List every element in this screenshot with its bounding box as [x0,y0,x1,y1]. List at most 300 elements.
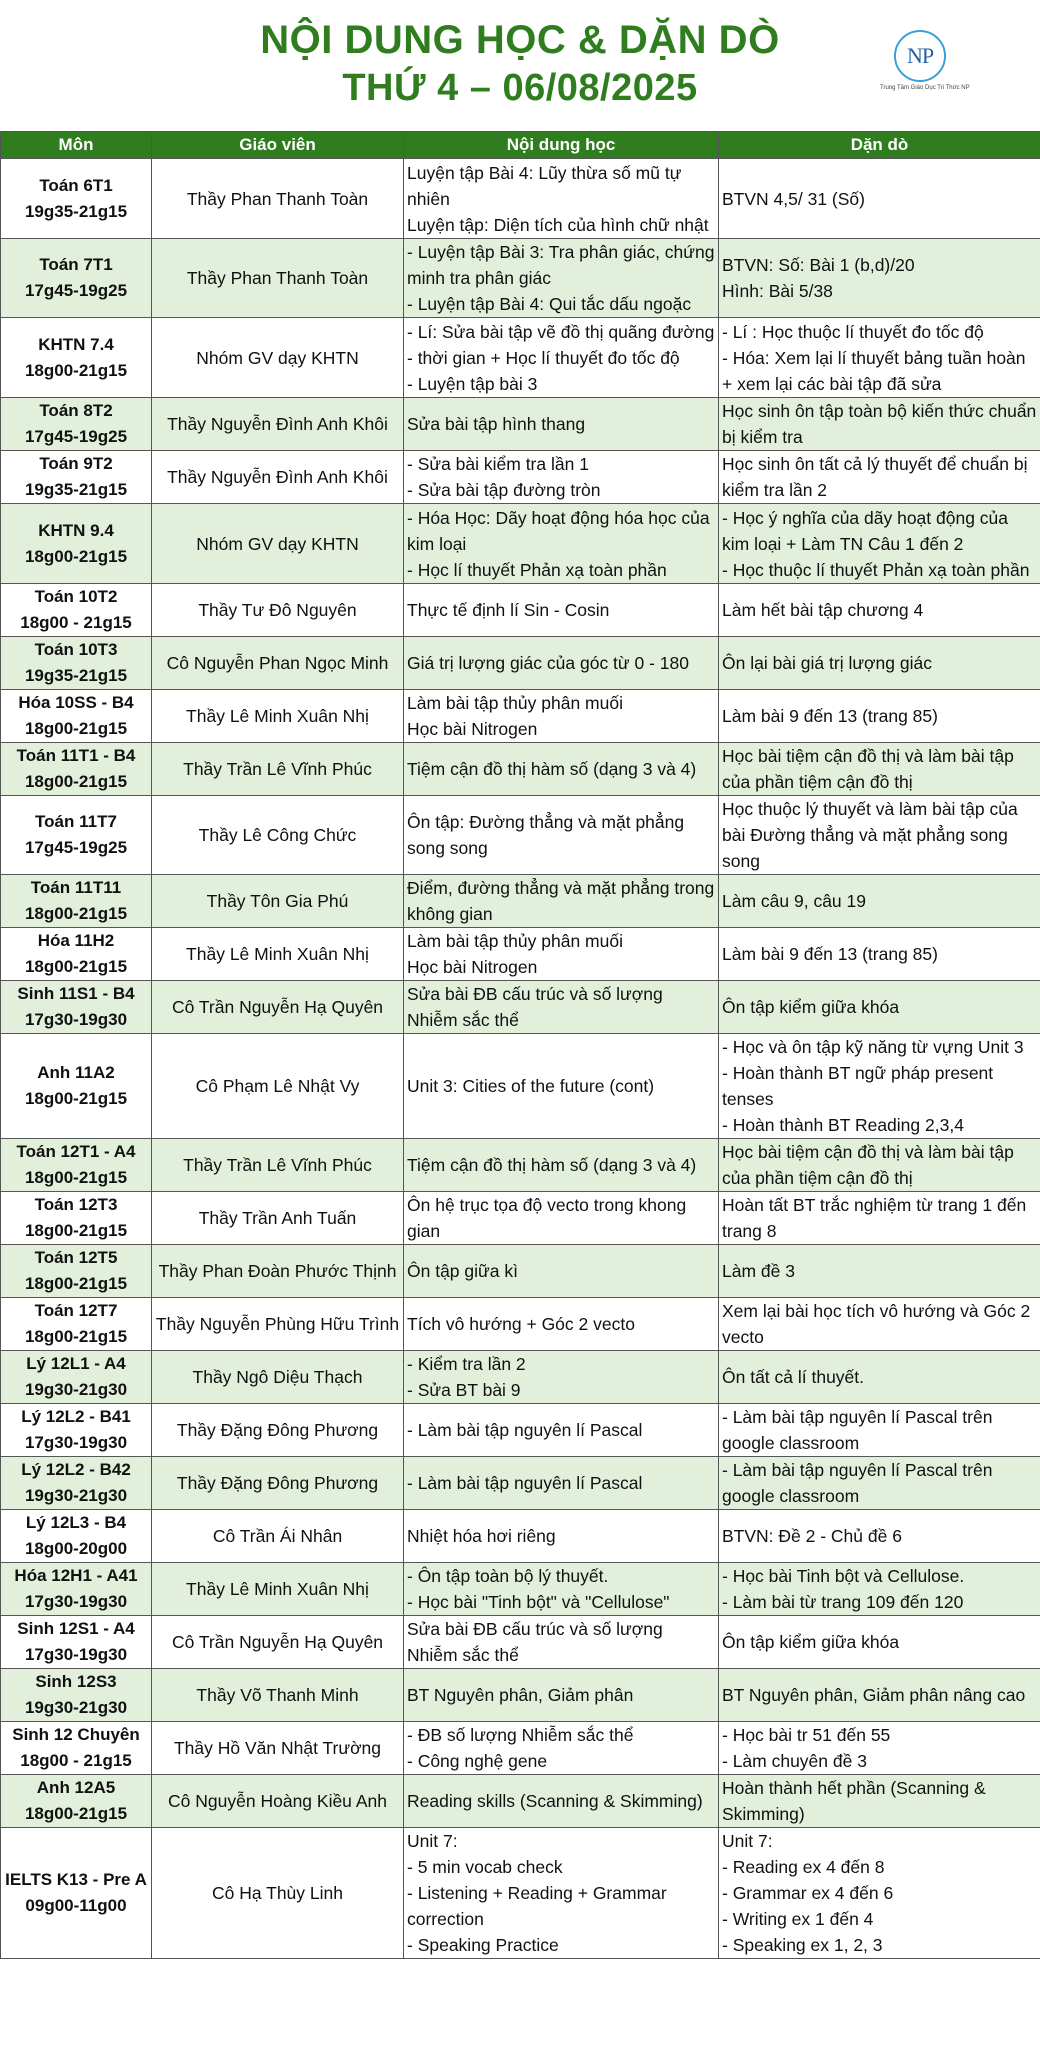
content-cell-line: - Kiểm tra lần 2 [407,1354,526,1374]
teacher-cell-line: Thầy Phan Thanh Toàn [186,268,369,288]
content-cell-line: Làm bài tập thủy phân muối [407,931,623,951]
subject-cell [1,875,152,928]
teacher-cell [152,1616,404,1669]
homework-cell [719,1404,1040,1457]
content-cell-line: Thực tế định lí Sin - Cosin [407,600,610,620]
homework-cell-line: - Hoàn thành BT Reading 2,3,4 [722,1115,964,1135]
content-cell [404,318,719,398]
subject-cell [1,239,152,318]
subject-cell [1,1510,152,1563]
homework-cell [719,398,1040,451]
homework-cell [719,159,1040,239]
content-cell-line: BT Nguyên phân, Giảm phân [407,1685,634,1705]
homework-cell-line: - Học bài Tinh bột và Cellulose. [722,1566,965,1586]
homework-cell [719,1351,1040,1404]
content-cell-line: Nhiệt hóa hơi riêng [407,1526,556,1546]
homework-cell-line: BTVN: Số: Bài 1 (b,d)/20 [722,255,915,275]
subject-cell-line: KHTN 7.4 [38,334,114,354]
content-cell-line: Luyện tập Bài 4: Lũy thừa số mũ tự nhiên [407,162,682,209]
homework-cell [719,1775,1040,1828]
subject-cell [1,1351,152,1404]
content-cell [404,1616,719,1669]
homework-cell-line: - Writing ex 1 đến 4 [722,1909,874,1929]
homework-cell [719,875,1040,928]
schedule-table [0,131,1040,1959]
content-cell [404,239,719,318]
table-row [1,690,1040,743]
table-row [1,981,1040,1034]
homework-cell [719,928,1040,981]
teacher-cell-line: Thầy Phan Thanh Toàn [186,188,369,209]
teacher-cell-line: Cô Trần Ái Nhân [212,1526,343,1546]
teacher-cell [152,1139,404,1192]
content-cell-line: - Học bài "Tinh bột" và "Cellulose" [407,1592,670,1612]
teacher-cell [152,1034,404,1139]
teacher-cell [152,1510,404,1563]
homework-cell-line: Làm câu 9, câu 19 [722,891,866,911]
subject-cell-line: 18g00-20g00 [24,1539,128,1558]
homework-cell-line: BTVN 4,5/ 31 (Số) [722,188,865,209]
homework-cell [719,690,1040,743]
subject-cell-line: 19g30-21g30 [24,1698,128,1717]
homework-cell [719,981,1040,1034]
homework-cell-line: - Học thuộc lí thuyết Phản xạ toàn phần [722,559,1030,580]
logo-caption: Trung Tâm Giáo Dục Tri Thức NP [880,85,970,91]
homework-cell-line: Unit 7: [722,1831,773,1851]
table-row [1,159,1040,239]
table-row [1,504,1040,584]
content-cell-line: Học bài Nitrogen [407,957,538,977]
table-row [1,584,1040,637]
content-cell [404,1828,719,1959]
homework-cell-line: Học sinh ôn tập toàn bộ kiến thức chuẩn bị kiểm tra [722,401,1037,447]
content-cell-line: - Listening + Reading + Grammar correction [407,1883,667,1929]
subject-cell-line: 17g30-19g30 [24,1645,128,1664]
teacher-cell [152,1351,404,1404]
table-row [1,398,1040,451]
content-cell [404,1034,719,1139]
table-row [1,1139,1040,1192]
teacher-cell [152,239,404,318]
subject-cell-line: 18g00-21g15 [24,1168,128,1187]
content-cell-line: - Làm bài tập nguyên lí Pascal [407,1473,643,1493]
homework-cell-line: - Grammar ex 4 đến 6 [722,1883,894,1903]
subject-cell-line: KHTN 9.4 [38,520,114,540]
content-cell [404,1457,719,1510]
table-row [1,928,1040,981]
teacher-cell-line: Cô Phạm Lê Nhật Vy [195,1076,360,1096]
teacher-cell-line: Thầy Võ Thanh Minh [196,1685,359,1705]
homework-cell-line: - Học bài tr 51 đến 55 [722,1725,891,1745]
homework-cell-line: Ôn lại bài giá trị lượng giác [722,653,932,673]
homework-cell [719,239,1040,318]
homework-cell-line: Học bài tiệm cận đồ thị và làm bài tập của phần tiệm cận đồ thị [722,1142,1014,1188]
content-cell [404,1298,719,1351]
subject-cell-line: 17g45-19g25 [24,838,128,857]
content-cell [404,1722,719,1775]
content-cell-line: Sửa bài ĐB cấu trúc và số lượng Nhiễm sắc thể [407,984,663,1030]
subject-cell-line: Toán 9T2 [39,454,113,473]
teacher-cell-line: Thầy Lê Minh Xuân Nhị [186,1579,369,1599]
content-cell-line: Giá trị lượng giác của góc từ 0 - 180 [407,653,689,673]
content-cell-line: Ôn hệ trục tọa độ vecto trong khong gian [407,1195,687,1241]
table-row [1,1775,1040,1828]
teacher-cell [152,1775,404,1828]
teacher-cell [152,584,404,637]
subject-cell-line: 18g00-21g15 [24,1274,128,1293]
teacher-cell [152,1192,404,1245]
homework-cell-line: - Làm bài tập nguyên lí Pascal trên google classroom [722,1407,993,1453]
page-header [0,0,1040,131]
homework-cell-line: BTVN: Đề 2 - Chủ đề 6 [722,1526,902,1546]
content-cell [404,1404,719,1457]
subject-cell-line: 17g30-19g30 [24,1010,128,1029]
homework-cell [719,1828,1040,1959]
homework-cell-line: Làm đề 3 [722,1261,795,1281]
content-cell-line: - Làm bài tập nguyên lí Pascal [407,1420,643,1440]
subject-cell [1,584,152,637]
teacher-cell-line: Thầy Tư Đô Nguyên [198,600,357,620]
subject-cell [1,1616,152,1669]
teacher-cell-line: Nhóm GV dạy KHTN [196,533,359,554]
homework-cell-line: Ôn tập kiểm giữa khóa [722,997,900,1017]
subject-cell [1,1457,152,1510]
subject-cell-line: Toán 12T3 [34,1195,118,1214]
content-cell-line: Tích vô hướng + Góc 2 vecto [407,1314,635,1334]
subject-cell-line: Toán 12T1 - A4 [16,1142,136,1161]
homework-cell-line: - Reading ex 4 đến 8 [722,1857,885,1877]
teacher-cell-line: Nhóm GV dạy KHTN [196,347,359,368]
homework-cell [719,1245,1040,1298]
homework-cell [719,1669,1040,1722]
homework-cell [719,584,1040,637]
content-cell [404,928,719,981]
table-row [1,875,1040,928]
subject-cell-line: 19g30-21g30 [24,1486,128,1505]
homework-cell [719,1457,1040,1510]
homework-cell [719,1722,1040,1775]
subject-cell [1,451,152,504]
content-cell [404,796,719,875]
teacher-cell [152,318,404,398]
content-cell-line: Điểm, đường thẳng và mặt phẳng trong không gian [407,878,715,924]
table-row [1,1404,1040,1457]
homework-cell-line: - Học ý nghĩa của dãy hoạt động của kim loại + Làm TN Câu 1 đến 2 [722,507,1009,554]
homework-cell [719,504,1040,584]
content-cell [404,159,719,239]
content-cell [404,743,719,796]
teacher-cell-line: Thầy Nguyễn Đình Anh Khôi [167,467,388,487]
subject-cell [1,1404,152,1457]
content-cell-line: Làm bài tập thủy phân muối [407,693,623,713]
subject-cell-line: 09g00-11g00 [25,1896,127,1915]
subject-cell-line: 18g00-21g15 [24,1327,128,1346]
table-row [1,1034,1040,1139]
content-cell-line: Học bài Nitrogen [407,719,538,739]
homework-cell-line: Ôn tập kiểm giữa khóa [722,1632,900,1652]
homework-cell-line: Xem lại bài học tích vô hướng và Góc 2 vecto [722,1301,1031,1347]
teacher-cell-line: Thầy Nguyễn Phùng Hữu Trình [155,1314,400,1334]
content-cell [404,637,719,690]
content-cell-line: Ôn tập giữa kì [407,1261,518,1281]
homework-cell-line: - Học và ôn tập kỹ năng từ vựng Unit 3 [722,1037,1024,1057]
homework-cell-line: - Làm bài từ trang 109 đến 120 [722,1592,964,1612]
content-cell [404,981,719,1034]
homework-cell [719,743,1040,796]
teacher-cell [152,159,404,239]
content-cell [404,1563,719,1616]
teacher-cell-line: Cô Hạ Thùy Linh [211,1883,343,1903]
subject-cell-line: 18g00-21g15 [24,1089,128,1108]
content-cell [404,1775,719,1828]
teacher-cell-line: Thầy Trần Anh Tuấn [198,1208,357,1228]
subject-cell-line: 18g00-21g15 [24,772,128,791]
content-cell-line: - Học lí thuyết Phản xạ toàn phần [407,559,667,580]
content-cell-line: Tiệm cận đồ thị hàm số (dạng 3 và 4) [407,759,697,779]
teacher-cell [152,1404,404,1457]
subject-cell-line: Hóa 12H1 - A41 [14,1566,138,1585]
logo-icon [894,30,946,82]
content-cell [404,584,719,637]
subject-cell-line: 19g30-21g30 [24,1380,128,1399]
subject-cell [1,1245,152,1298]
content-cell-line: - Hóa Học: Dãy hoạt động hóa học của kim loại [407,507,710,554]
content-cell-line: Luyện tập: Diện tích của hình chữ nhật [407,214,709,235]
subject-cell-line: Toán 12T5 [34,1248,118,1267]
subject-cell-line: 17g45-19g25 [24,281,128,300]
content-cell [404,1669,719,1722]
teacher-cell-line: Thầy Lê Minh Xuân Nhị [186,706,369,726]
subject-cell-line: Toán 11T11 [30,878,122,897]
content-cell [404,875,719,928]
subject-cell-line: Sinh 12S3 [35,1672,117,1691]
homework-cell [719,451,1040,504]
table-row [1,1298,1040,1351]
teacher-cell-line: Cô Trần Nguyễn Hạ Quyên [171,1632,384,1652]
teacher-cell [152,796,404,875]
subject-cell-line: Sinh 12S1 - A4 [17,1619,135,1638]
content-cell-line: Ôn tập: Đường thẳng và mặt phẳng song song [407,812,685,858]
content-cell [404,451,719,504]
subject-cell-line: Lý 12L2 - B42 [21,1460,131,1479]
homework-cell-line: - Lí : Học thuộc lí thuyết đo tốc độ [722,321,984,342]
subject-cell-line: Lý 12L2 - B41 [21,1407,131,1426]
subject-cell-line: Lý 12L1 - A4 [26,1354,126,1373]
teacher-cell-line: Cô Nguyễn Hoàng Kiều Anh [168,1791,387,1811]
subject-cell-line: Toán 8T2 [39,401,113,420]
table-row [1,637,1040,690]
table-header-row [1,132,1040,159]
content-cell-line: Unit 3: Cities of the future (cont) [407,1076,655,1096]
homework-cell-line: Làm bài 9 đến 13 (trang 85) [722,706,938,726]
subject-cell-line: 18g00-21g15 [24,360,128,380]
teacher-cell [152,398,404,451]
teacher-cell-line: Thầy Đặng Đông Phương [176,1473,379,1493]
homework-cell [719,318,1040,398]
page-title: NỘI DUNG HỌC & DẶN DÒ [260,18,780,62]
content-cell-line: - Luyện tập Bài 3: Tra phân giác, chứng minh tra phân giác [407,242,715,288]
subject-cell-line: Hóa 10SS - B4 [18,693,134,712]
homework-cell [719,1034,1040,1139]
subject-cell-line: 18g00-21g15 [24,1221,128,1240]
subject-cell [1,1669,152,1722]
teacher-cell [152,690,404,743]
subject-cell-line: Lý 12L3 - B4 [25,1513,127,1532]
content-cell [404,690,719,743]
table-row [1,1669,1040,1722]
subject-cell-line: 19g35-21g15 [24,480,128,499]
subject-cell-line: 19g35-21g15 [24,666,128,685]
teacher-cell [152,504,404,584]
subject-cell-line: Toán 10T2 [34,587,118,606]
teacher-cell-line: Thầy Trần Lê Vĩnh Phúc [183,759,372,779]
subject-cell-line: Sinh 12 Chuyên [12,1725,140,1744]
teacher-cell [152,1457,404,1510]
table-row [1,1722,1040,1775]
homework-cell [719,1139,1040,1192]
teacher-cell [152,743,404,796]
teacher-cell [152,1563,404,1616]
subject-cell [1,1034,152,1139]
teacher-cell [152,1245,404,1298]
homework-cell-line: Hoàn thành hết phần (Scanning & Skimming) [722,1778,986,1824]
teacher-cell [152,928,404,981]
content-cell [404,1510,719,1563]
table-row [1,239,1040,318]
teacher-cell [152,1298,404,1351]
teacher-cell-line: Thầy Nguyễn Đình Anh Khôi [167,414,388,434]
homework-cell [719,1616,1040,1669]
content-cell-line: - Lí: Sửa bài tập vẽ đồ thị quãng đường - thời gian + Học lí thuyết đo tốc độ [407,321,715,368]
logo-mark: NP [906,43,934,68]
subject-cell-line: Anh 12A5 [36,1778,116,1797]
subject-cell [1,1139,152,1192]
teacher-cell [152,637,404,690]
content-cell-line: Sửa bài ĐB cấu trúc và số lượng Nhiễm sắc thể [407,1619,663,1665]
subject-cell [1,398,152,451]
subject-cell-line: Hóa 11H2 [37,931,115,950]
subject-cell-line: 17g30-19g30 [24,1433,128,1452]
homework-cell-line: Làm hết bài tập chương 4 [722,600,924,620]
content-cell-line: - Sửa bài tập đường tròn [407,480,601,500]
table-body [1,159,1040,1959]
content-cell [404,504,719,584]
subject-cell-line: 18g00 - 21g15 [20,1751,132,1770]
content-cell [404,1351,719,1404]
subject-cell [1,318,152,398]
content-cell-line: - Sửa BT bài 9 [407,1380,521,1400]
teacher-cell [152,1828,404,1959]
teacher-cell-line: Thầy Đặng Đông Phương [176,1420,379,1440]
subject-cell-line: Sinh 11S1 - B4 [17,984,135,1003]
subject-cell-line: 18g00-21g15 [24,1804,128,1823]
content-cell-line: Unit 7: [407,1831,458,1851]
content-cell-line: Sửa bài tập hình thang [407,414,586,434]
column-header-subject: Môn [1,132,152,159]
column-header-homework: Dặn dò [719,132,1040,159]
content-cell-line: - Speaking Practice [407,1935,559,1955]
subject-cell-line: 18g00-21g15 [24,546,128,566]
teacher-cell-line: Thầy Ngô Diệu Thạch [192,1367,363,1387]
homework-cell-line: Hoàn tất BT trắc nghiệm từ trang 1 đến trang 8 [722,1195,1027,1241]
teacher-cell-line: Thầy Lê Minh Xuân Nhị [186,944,369,964]
teacher-cell [152,875,404,928]
subject-cell-line: Toán 11T1 - B4 [16,746,136,765]
content-cell [404,1245,719,1298]
subject-cell [1,1563,152,1616]
teacher-cell-line: Cô Trần Nguyễn Hạ Quyên [171,997,384,1017]
teacher-cell-line: Thầy Tôn Gia Phú [206,891,349,911]
table-row [1,451,1040,504]
table-row [1,1510,1040,1563]
content-cell [404,1139,719,1192]
subject-cell [1,796,152,875]
subject-cell-line: 17g30-19g30 [24,1592,128,1611]
homework-cell [719,637,1040,690]
content-cell-line: - Luyện tập bài 3 [407,373,538,394]
subject-cell-line: 18g00-21g15 [24,904,128,923]
teacher-cell-line: Cô Nguyễn Phan Ngọc Minh [166,653,389,673]
subject-cell [1,1192,152,1245]
subject-cell-line: 18g00 - 21g15 [20,613,132,632]
homework-cell-line: Ôn tất cả lí thuyết. [722,1367,865,1387]
table-row [1,743,1040,796]
homework-cell-line: Học bài tiệm cận đồ thị và làm bài tập của phần tiệm cận đồ thị [722,746,1014,792]
homework-cell [719,1298,1040,1351]
table-row [1,1616,1040,1669]
content-cell-line: - 5 min vocab check [407,1857,563,1877]
subject-cell [1,637,152,690]
teacher-cell [152,1669,404,1722]
subject-cell-line: 18g00-21g15 [24,957,128,976]
homework-cell-line: Học thuộc lý thuyết và làm bài tập của bài Đường thẳng và mặt phẳng song song [722,799,1018,871]
subject-cell-line: Toán 11T7 [35,812,117,831]
subject-cell-line: IELTS K13 - Pre A [5,1870,147,1889]
subject-cell-line: 17g45-19g25 [24,427,128,446]
table-row [1,1563,1040,1616]
content-cell [404,398,719,451]
homework-cell [719,1510,1040,1563]
table-row [1,1245,1040,1298]
subject-cell [1,1828,152,1959]
content-cell-line: Reading skills (Scanning & Skimming) [407,1791,703,1811]
teacher-cell-line: Thầy Lê Công Chức [198,825,357,845]
subject-cell [1,1775,152,1828]
homework-cell-line: - Hoàn thành BT ngữ pháp present tenses [722,1063,994,1109]
content-cell-line: Tiệm cận đồ thị hàm số (dạng 3 và 4) [407,1155,697,1175]
homework-cell [719,796,1040,875]
table-row [1,318,1040,398]
column-header-teacher: Giáo viên [152,132,404,159]
homework-cell-line: - Speaking ex 1, 2, 3 [722,1935,883,1955]
subject-cell-line: Toán 12T7 [34,1301,118,1320]
teacher-cell [152,451,404,504]
subject-cell-line: Toán 6T1 [39,175,113,195]
teacher-cell-line: Thầy Trần Lê Vĩnh Phúc [183,1155,372,1175]
homework-cell-line: Hình: Bài 5/38 [722,281,833,301]
subject-cell [1,159,152,239]
page-date: THỨ 4 – 06/08/2025 [342,67,698,109]
subject-cell-line: Anh 11A2 [37,1063,115,1082]
homework-cell-line: - Hóa: Xem lại lí thuyết bảng tuần hoàn + xem lại các bài tập đã sửa [722,347,1026,394]
content-cell-line: - Công nghệ gene [407,1751,548,1771]
table-row [1,1828,1040,1959]
homework-cell-line: Học sinh ôn tất cả lý thuyết để chuẩn bị kiểm tra lần 2 [722,454,1028,500]
homework-cell-line: - Làm chuyên đề 3 [722,1751,867,1771]
homework-cell [719,1563,1040,1616]
table-row [1,1351,1040,1404]
teacher-cell [152,1722,404,1775]
